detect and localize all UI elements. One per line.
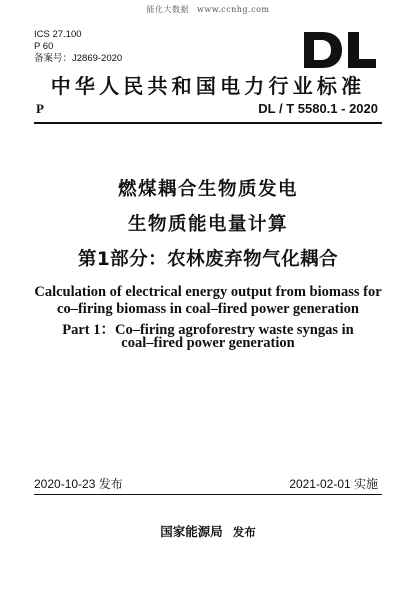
publisher	[0, 522, 416, 540]
dl-logo	[302, 30, 378, 70]
title-en-line-3: Part 1：Co–firing agroforestry waste syngas in	[62, 322, 354, 338]
title-cn-line-2: 生物质能电量计算	[127, 214, 288, 235]
title-cn-line-1: 燃煤耦合生物质发电	[117, 179, 298, 200]
title-en-line-1: Calculation of electrical energy output from biomass for	[34, 284, 382, 300]
watermark-name: 能化大数据	[146, 5, 190, 14]
watermark	[0, 4, 416, 15]
category-code: P 60	[34, 41, 54, 52]
issue-date: 2020-10-23 发布	[34, 477, 123, 491]
publisher-verb: 发布	[232, 525, 256, 539]
header-divider	[34, 122, 382, 124]
publisher-name: 国家能源局	[160, 524, 223, 539]
effective-date: 2021-02-01 实施	[289, 477, 378, 491]
filing-number: 备案号：J2869-2020	[34, 53, 123, 64]
title-cn-line-3: 第1部分：农林废弃物气化耦合	[77, 249, 339, 270]
title-en-line-2: co–firing biomass in coal–fired power generation	[57, 301, 359, 317]
header-meta	[34, 29, 122, 65]
watermark-url: www.ccnhg.com	[197, 5, 270, 14]
classification-letter: P	[36, 101, 44, 116]
footer-divider	[34, 494, 382, 495]
ics-number: ICS 27.100	[34, 29, 82, 40]
standard-type-title: 中华人民共和国电力行业标准	[50, 74, 366, 98]
standard-code: DL / T 5580.1 - 2020	[258, 101, 378, 116]
title-en-line-4: coal–fired power generation	[121, 335, 295, 351]
